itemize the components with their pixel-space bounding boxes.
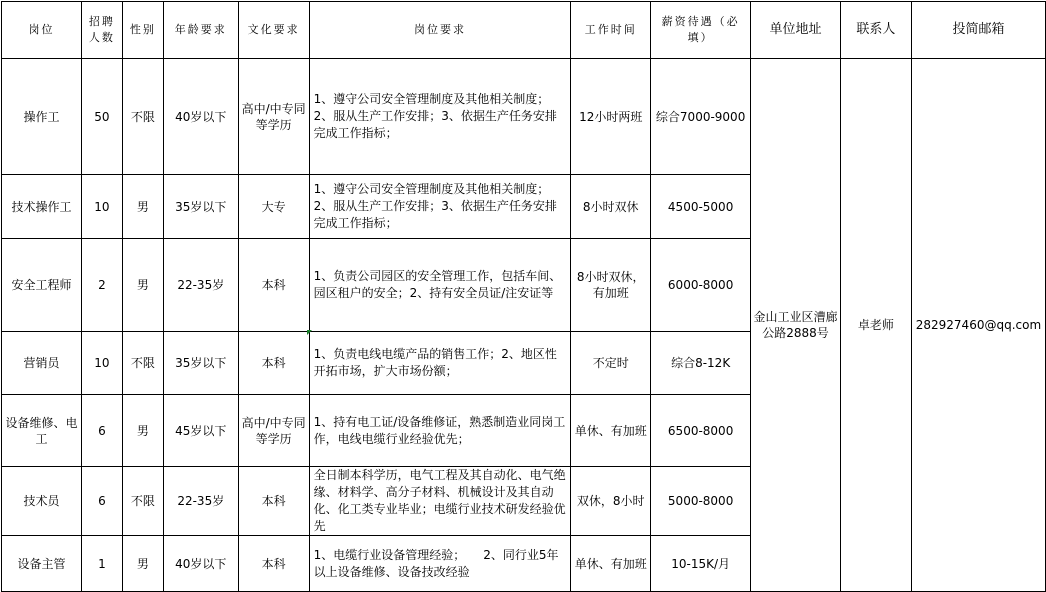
cell-position: 营销员 xyxy=(2,332,82,395)
cell-education: 高中/中专同等学历 xyxy=(238,59,309,175)
cell-count: 1 xyxy=(81,536,122,592)
cell-requirements: 1、遵守公司安全管理制度及其他相关制度；2、服从生产工作安排；3、依据生产任务安排完成工作指标； xyxy=(309,175,571,239)
cell-age: 40岁以下 xyxy=(163,536,238,592)
cell-gender: 男 xyxy=(122,536,163,592)
cell-salary: 6500-8000 xyxy=(651,395,751,467)
cell-requirements: 全日制本科学历，电气工程及其自动化、电气绝缘、材料学、高分子材料、机械设计及其自动化、化工类专业毕业；电缆行业技术研发经验优先 xyxy=(309,467,571,536)
cell-requirements: 1、电缆行业设备管理经验； 2、同行业5年以上设备维修、设备技改经验 xyxy=(309,536,571,592)
cell-age: 40岁以下 xyxy=(163,59,238,175)
cell-salary: 5000-8000 xyxy=(651,467,751,536)
cell-count: 50 xyxy=(81,59,122,175)
table-row xyxy=(2,59,1046,175)
cell-salary: 4500-5000 xyxy=(651,175,751,239)
cell-education: 高中/中专同等学历 xyxy=(238,395,309,467)
cell-education: 本科 xyxy=(238,467,309,536)
header-position: 岗位 xyxy=(2,2,82,59)
cell-contact: 卓老师 xyxy=(840,59,911,592)
cell-requirements: 1、遵守公司安全管理制度及其他相关制度；2、服从生产工作安排；3、依据生产任务安排完成工作指标； xyxy=(309,59,571,175)
cell-salary: 6000-8000 xyxy=(651,239,751,332)
cell-count: 6 xyxy=(81,467,122,536)
cell-age: 35岁以下 xyxy=(163,175,238,239)
cell-salary: 10-15K/月 xyxy=(651,536,751,592)
header-gender: 性别 xyxy=(122,2,163,59)
cell-position: 设备维修、电工 xyxy=(2,395,82,467)
header-email: 投简邮箱 xyxy=(911,2,1045,59)
cell-age: 22-35岁 xyxy=(163,467,238,536)
cell-gender: 不限 xyxy=(122,59,163,175)
cell-address: 金山工业区漕廊公路2888号 xyxy=(751,59,841,592)
header-requirements: 岗位要求 xyxy=(309,2,571,59)
cell-education: 本科 xyxy=(238,239,309,332)
header-salary: 薪资待遇（必填） xyxy=(651,2,751,59)
cell-count: 2 xyxy=(81,239,122,332)
cell-position: 技术操作工 xyxy=(2,175,82,239)
cell-age: 45岁以下 xyxy=(163,395,238,467)
cell-education: 本科 xyxy=(238,536,309,592)
cell-salary: 综合7000-9000 xyxy=(651,59,751,175)
header-education: 文化要求 xyxy=(238,2,309,59)
cell-education: 大专 xyxy=(238,175,309,239)
cell-age: 35岁以下 xyxy=(163,332,238,395)
cell-gender: 男 xyxy=(122,175,163,239)
cell-count: 10 xyxy=(81,175,122,239)
cell-hours: 单休、有加班 xyxy=(571,536,651,592)
cell-salary: 综合8-12K xyxy=(651,332,751,395)
cell-count: 10 xyxy=(81,332,122,395)
cell-comment-marker xyxy=(307,330,312,335)
cell-hours: 8小时双休，有加班 xyxy=(571,239,651,332)
job-table xyxy=(1,1,1046,592)
cell-gender: 男 xyxy=(122,239,163,332)
cell-position: 安全工程师 xyxy=(2,239,82,332)
cell-hours: 12小时两班 xyxy=(571,59,651,175)
cell-count: 6 xyxy=(81,395,122,467)
cell-hours: 双休，8小时 xyxy=(571,467,651,536)
header-hours: 工作时间 xyxy=(571,2,651,59)
header-age: 年龄要求 xyxy=(163,2,238,59)
cell-age: 22-35岁 xyxy=(163,239,238,332)
header-contact: 联系人 xyxy=(840,2,911,59)
cell-gender: 男 xyxy=(122,395,163,467)
cell-hours: 单休、有加班 xyxy=(571,395,651,467)
header-address: 单位地址 xyxy=(751,2,841,59)
header-row xyxy=(2,2,1046,59)
cell-hours: 8小时双休 xyxy=(571,175,651,239)
cell-gender: 不限 xyxy=(122,332,163,395)
cell-position: 操作工 xyxy=(2,59,82,175)
cell-requirements: 1、持有电工证/设备维修证，熟悉制造业同岗工作，电线电缆行业经验优先； xyxy=(309,395,571,467)
cell-requirements: 1、负责公司园区的安全管理工作，包括车间、园区租户的安全；2、持有安全员证/注安证等 xyxy=(309,239,571,332)
header-count: 招聘人数 xyxy=(81,2,122,59)
cell-position: 设备主管 xyxy=(2,536,82,592)
cell-email: 282927460@qq.com xyxy=(911,59,1045,592)
cell-position: 技术员 xyxy=(2,467,82,536)
cell-hours: 不定时 xyxy=(571,332,651,395)
cell-education: 本科 xyxy=(238,332,309,395)
cell-gender: 不限 xyxy=(122,467,163,536)
cell-requirements: 1、负责电线电缆产品的销售工作；2、地区性开拓市场，扩大市场份额； xyxy=(309,332,571,395)
